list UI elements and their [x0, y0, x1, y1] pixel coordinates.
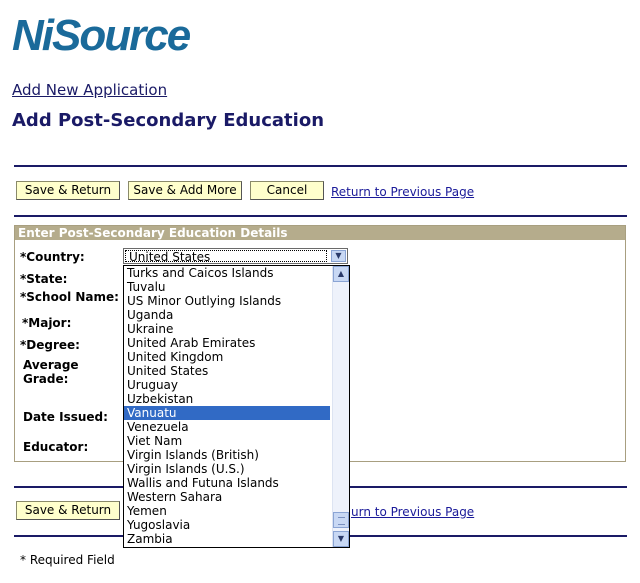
country-option[interactable]: Western Sahara [127, 490, 223, 504]
country-option[interactable]: Yemen [127, 504, 167, 518]
country-option[interactable]: Virgin Islands (U.S.) [127, 462, 245, 476]
country-select-value: United States [125, 250, 327, 262]
nisource-logo-mark [10, 10, 260, 56]
required-field-note: * Required Field [20, 553, 115, 567]
country-option[interactable]: Uganda [127, 308, 174, 322]
divider [14, 215, 627, 217]
cancel-button[interactable]: Cancel [250, 181, 324, 200]
average-grade-label-line1: Average [23, 358, 79, 372]
country-option[interactable]: Wallis and Futuna Islands [127, 476, 279, 490]
average-grade-label-line2: Grade: [23, 372, 69, 386]
country-options [124, 266, 349, 546]
country-option[interactable]: Turks and Caicos Islands [127, 266, 274, 280]
panel-header: Enter Post-Secondary Education Details [15, 226, 625, 240]
country-option[interactable]: Ukraine [127, 322, 174, 336]
country-option[interactable]: United States [127, 364, 209, 378]
chevron-down-icon[interactable]: ▼ [331, 250, 346, 262]
country-option[interactable]: Venezuela [127, 420, 189, 434]
country-select[interactable] [123, 248, 348, 264]
save-add-more-button[interactable]: Save & Add More [128, 181, 242, 200]
country-option[interactable]: Uruguay [127, 378, 178, 392]
scrollbar-thumb[interactable] [333, 512, 349, 528]
country-option[interactable]: Vanuatu [124, 406, 330, 420]
country-option[interactable]: United Arab Emirates [127, 336, 256, 350]
divider [14, 165, 627, 167]
scroll-down-icon[interactable]: ▼ [333, 531, 349, 547]
country-option[interactable]: Uzbekistan [127, 392, 194, 406]
country-option[interactable]: Virgin Islands (British) [127, 448, 259, 462]
bottom-save-return-button[interactable]: Save & Return [16, 501, 120, 520]
state-label: *State: [20, 272, 68, 286]
logo-text: NiSource [12, 11, 190, 56]
nisource-logo [10, 10, 260, 56]
dropdown-scrollbar[interactable] [332, 266, 349, 547]
country-label: *Country: [20, 250, 85, 264]
country-option[interactable]: Zambia [127, 532, 173, 546]
country-option[interactable]: Tuvalu [127, 280, 166, 294]
country-option[interactable]: US Minor Outlying Islands [127, 294, 282, 308]
educator-label: Educator: [23, 440, 89, 454]
degree-label: *Degree: [20, 338, 80, 352]
country-option[interactable]: United Kingdom [127, 350, 224, 364]
date-issued-label: Date Issued: [23, 410, 108, 424]
country-option[interactable]: Yugoslavia [127, 518, 191, 532]
scroll-up-icon[interactable]: ▲ [333, 266, 349, 282]
bottom-return-previous-page-link[interactable]: urn to Previous Page [351, 505, 475, 519]
return-previous-page-link[interactable]: Return to Previous Page [331, 185, 475, 199]
country-dropdown-list[interactable] [123, 265, 350, 548]
major-label: *Major: [22, 316, 72, 330]
country-option[interactable]: Viet Nam [127, 434, 183, 448]
add-new-application-link[interactable]: Add New Application [12, 81, 168, 99]
school-name-label: *School Name: [20, 290, 119, 304]
page-title: Add Post-Secondary Education [12, 110, 325, 131]
save-return-button[interactable]: Save & Return [16, 181, 120, 200]
